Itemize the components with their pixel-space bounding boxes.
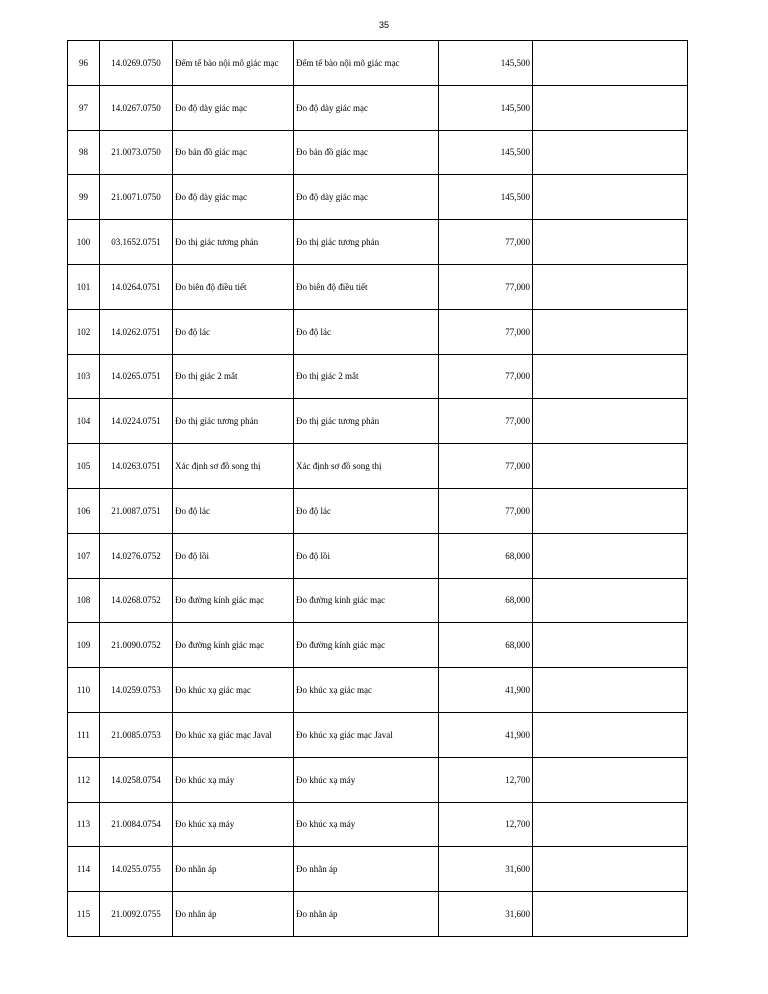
service-code-cell: 14.0265.0751 bbox=[100, 354, 173, 399]
table-row bbox=[68, 264, 688, 309]
table-row bbox=[68, 757, 688, 802]
price-cell: 77,000 bbox=[439, 264, 533, 309]
table-row bbox=[68, 130, 688, 175]
service-name-alt-cell: Đếm tế bào nội mô giác mạc bbox=[294, 41, 439, 86]
row-number-cell: 98 bbox=[68, 130, 100, 175]
service-name-cell: Đo độ lác bbox=[173, 309, 294, 354]
table-row bbox=[68, 220, 688, 265]
table-row bbox=[68, 354, 688, 399]
service-name-cell: Đo khúc xạ máy bbox=[173, 757, 294, 802]
row-number-cell: 107 bbox=[68, 533, 100, 578]
service-code-cell: 21.0084.0754 bbox=[100, 802, 173, 847]
service-code-cell: 14.0263.0751 bbox=[100, 444, 173, 489]
price-cell: 77,000 bbox=[439, 220, 533, 265]
note-cell bbox=[533, 802, 688, 847]
service-code-cell: 21.0073.0750 bbox=[100, 130, 173, 175]
row-number-cell: 101 bbox=[68, 264, 100, 309]
row-number-cell: 114 bbox=[68, 847, 100, 892]
note-cell bbox=[533, 85, 688, 130]
note-cell bbox=[533, 668, 688, 713]
table-row bbox=[68, 444, 688, 489]
service-name-cell: Đo khúc xạ giác mạc bbox=[173, 668, 294, 713]
service-name-cell: Đo khúc xạ máy bbox=[173, 802, 294, 847]
service-name-alt-cell: Đo thị giác tương phản bbox=[294, 220, 439, 265]
table-row bbox=[68, 892, 688, 937]
service-name-cell: Đo thị giác 2 mắt bbox=[173, 354, 294, 399]
row-number-cell: 111 bbox=[68, 712, 100, 757]
row-number-cell: 109 bbox=[68, 623, 100, 668]
service-code-cell: 14.0255.0755 bbox=[100, 847, 173, 892]
price-cell: 41,900 bbox=[439, 712, 533, 757]
service-name-cell: Đo thị giác tương phản bbox=[173, 220, 294, 265]
table-row bbox=[68, 623, 688, 668]
service-name-cell: Đo bản đồ giác mạc bbox=[173, 130, 294, 175]
service-name-alt-cell: Đo độ dày giác mạc bbox=[294, 175, 439, 220]
service-code-cell: 14.0267.0750 bbox=[100, 85, 173, 130]
service-name-alt-cell: Đo bản đồ giác mạc bbox=[294, 130, 439, 175]
row-number-cell: 108 bbox=[68, 578, 100, 623]
table-row bbox=[68, 668, 688, 713]
service-name-alt-cell: Đo khúc xạ giác mạc bbox=[294, 668, 439, 713]
service-name-alt-cell: Đo nhãn áp bbox=[294, 847, 439, 892]
note-cell bbox=[533, 847, 688, 892]
note-cell bbox=[533, 757, 688, 802]
row-number-cell: 113 bbox=[68, 802, 100, 847]
row-number-cell: 97 bbox=[68, 85, 100, 130]
service-code-cell: 21.0071.0750 bbox=[100, 175, 173, 220]
row-number-cell: 106 bbox=[68, 488, 100, 533]
service-name-alt-cell: Đo độ lồi bbox=[294, 533, 439, 578]
note-cell bbox=[533, 488, 688, 533]
row-number-cell: 102 bbox=[68, 309, 100, 354]
row-number-cell: 110 bbox=[68, 668, 100, 713]
table-row bbox=[68, 533, 688, 578]
price-cell: 77,000 bbox=[439, 309, 533, 354]
price-cell: 145,500 bbox=[439, 85, 533, 130]
service-name-alt-cell: Đo thị giác 2 mắt bbox=[294, 354, 439, 399]
service-name-alt-cell: Đo biên độ điều tiết bbox=[294, 264, 439, 309]
service-name-cell: Đếm tế bào nội mô giác mạc bbox=[173, 41, 294, 86]
service-name-alt-cell: Đo thị giác tương phản bbox=[294, 399, 439, 444]
price-table bbox=[67, 40, 688, 937]
service-name-alt-cell: Xác định sơ đồ song thị bbox=[294, 444, 439, 489]
service-name-alt-cell: Đo khúc xạ máy bbox=[294, 757, 439, 802]
note-cell bbox=[533, 533, 688, 578]
service-code-cell: 21.0087.0751 bbox=[100, 488, 173, 533]
service-name-alt-cell: Đo đường kính giác mạc bbox=[294, 623, 439, 668]
service-name-cell: Xác định sơ đồ song thị bbox=[173, 444, 294, 489]
table-row bbox=[68, 802, 688, 847]
table-row bbox=[68, 712, 688, 757]
service-code-cell: 14.0224.0751 bbox=[100, 399, 173, 444]
service-name-cell: Đo đường kính giác mạc bbox=[173, 578, 294, 623]
service-code-cell: 14.0268.0752 bbox=[100, 578, 173, 623]
row-number-cell: 96 bbox=[68, 41, 100, 86]
table-row bbox=[68, 847, 688, 892]
service-code-cell: 14.0276.0752 bbox=[100, 533, 173, 578]
price-cell: 12,700 bbox=[439, 757, 533, 802]
price-cell: 31,600 bbox=[439, 892, 533, 937]
price-cell: 12,700 bbox=[439, 802, 533, 847]
price-cell: 68,000 bbox=[439, 533, 533, 578]
row-number-cell: 112 bbox=[68, 757, 100, 802]
table-row bbox=[68, 399, 688, 444]
price-cell: 41,900 bbox=[439, 668, 533, 713]
table-row bbox=[68, 578, 688, 623]
service-name-cell: Đo thị giác tương phản bbox=[173, 399, 294, 444]
table-row bbox=[68, 488, 688, 533]
note-cell bbox=[533, 41, 688, 86]
price-cell: 77,000 bbox=[439, 399, 533, 444]
service-code-cell: 21.0085.0753 bbox=[100, 712, 173, 757]
service-name-cell: Đo độ lồi bbox=[173, 533, 294, 578]
service-name-cell: Đo biên độ điều tiết bbox=[173, 264, 294, 309]
service-code-cell: 03.1652.0751 bbox=[100, 220, 173, 265]
row-number-cell: 99 bbox=[68, 175, 100, 220]
note-cell bbox=[533, 130, 688, 175]
service-code-cell: 21.0092.0755 bbox=[100, 892, 173, 937]
price-cell: 77,000 bbox=[439, 354, 533, 399]
service-code-cell: 21.0090.0752 bbox=[100, 623, 173, 668]
service-name-alt-cell: Đo độ dày giác mạc bbox=[294, 85, 439, 130]
note-cell bbox=[533, 712, 688, 757]
table-row bbox=[68, 41, 688, 86]
service-name-cell: Đo nhãn áp bbox=[173, 892, 294, 937]
note-cell bbox=[533, 175, 688, 220]
service-code-cell: 14.0259.0753 bbox=[100, 668, 173, 713]
note-cell bbox=[533, 309, 688, 354]
note-cell bbox=[533, 220, 688, 265]
service-name-cell: Đo độ lác bbox=[173, 488, 294, 533]
row-number-cell: 105 bbox=[68, 444, 100, 489]
price-cell: 31,600 bbox=[439, 847, 533, 892]
note-cell bbox=[533, 444, 688, 489]
row-number-cell: 104 bbox=[68, 399, 100, 444]
service-code-cell: 14.0262.0751 bbox=[100, 309, 173, 354]
price-cell: 145,500 bbox=[439, 175, 533, 220]
table-row bbox=[68, 85, 688, 130]
price-cell: 68,000 bbox=[439, 578, 533, 623]
row-number-cell: 100 bbox=[68, 220, 100, 265]
service-code-cell: 14.0258.0754 bbox=[100, 757, 173, 802]
service-name-alt-cell: Đo nhãn áp bbox=[294, 892, 439, 937]
note-cell bbox=[533, 264, 688, 309]
service-name-alt-cell: Đo độ lác bbox=[294, 309, 439, 354]
table-body bbox=[68, 41, 688, 937]
price-cell: 77,000 bbox=[439, 444, 533, 489]
row-number-cell: 115 bbox=[68, 892, 100, 937]
service-name-cell: Đo nhãn áp bbox=[173, 847, 294, 892]
row-number-cell: 103 bbox=[68, 354, 100, 399]
service-name-alt-cell: Đo khúc xạ giác mạc Javal bbox=[294, 712, 439, 757]
table-row bbox=[68, 309, 688, 354]
service-code-cell: 14.0264.0751 bbox=[100, 264, 173, 309]
note-cell bbox=[533, 623, 688, 668]
page-number: 35 bbox=[378, 20, 389, 30]
service-code-cell: 14.0269.0750 bbox=[100, 41, 173, 86]
service-name-alt-cell: Đo đường kính giác mạc bbox=[294, 578, 439, 623]
price-cell: 145,500 bbox=[439, 130, 533, 175]
service-name-alt-cell: Đo khúc xạ máy bbox=[294, 802, 439, 847]
table-row bbox=[68, 175, 688, 220]
service-name-cell: Đo khúc xạ giác mạc Javal bbox=[173, 712, 294, 757]
note-cell bbox=[533, 354, 688, 399]
service-name-alt-cell: Đo độ lác bbox=[294, 488, 439, 533]
note-cell bbox=[533, 578, 688, 623]
note-cell bbox=[533, 892, 688, 937]
service-name-cell: Đo độ dày giác mạc bbox=[173, 85, 294, 130]
price-cell: 77,000 bbox=[439, 488, 533, 533]
service-name-cell: Đo đường kính giác mạc bbox=[173, 623, 294, 668]
service-name-cell: Đo độ dày giác mạc bbox=[173, 175, 294, 220]
note-cell bbox=[533, 399, 688, 444]
price-cell: 145,500 bbox=[439, 41, 533, 86]
price-cell: 68,000 bbox=[439, 623, 533, 668]
